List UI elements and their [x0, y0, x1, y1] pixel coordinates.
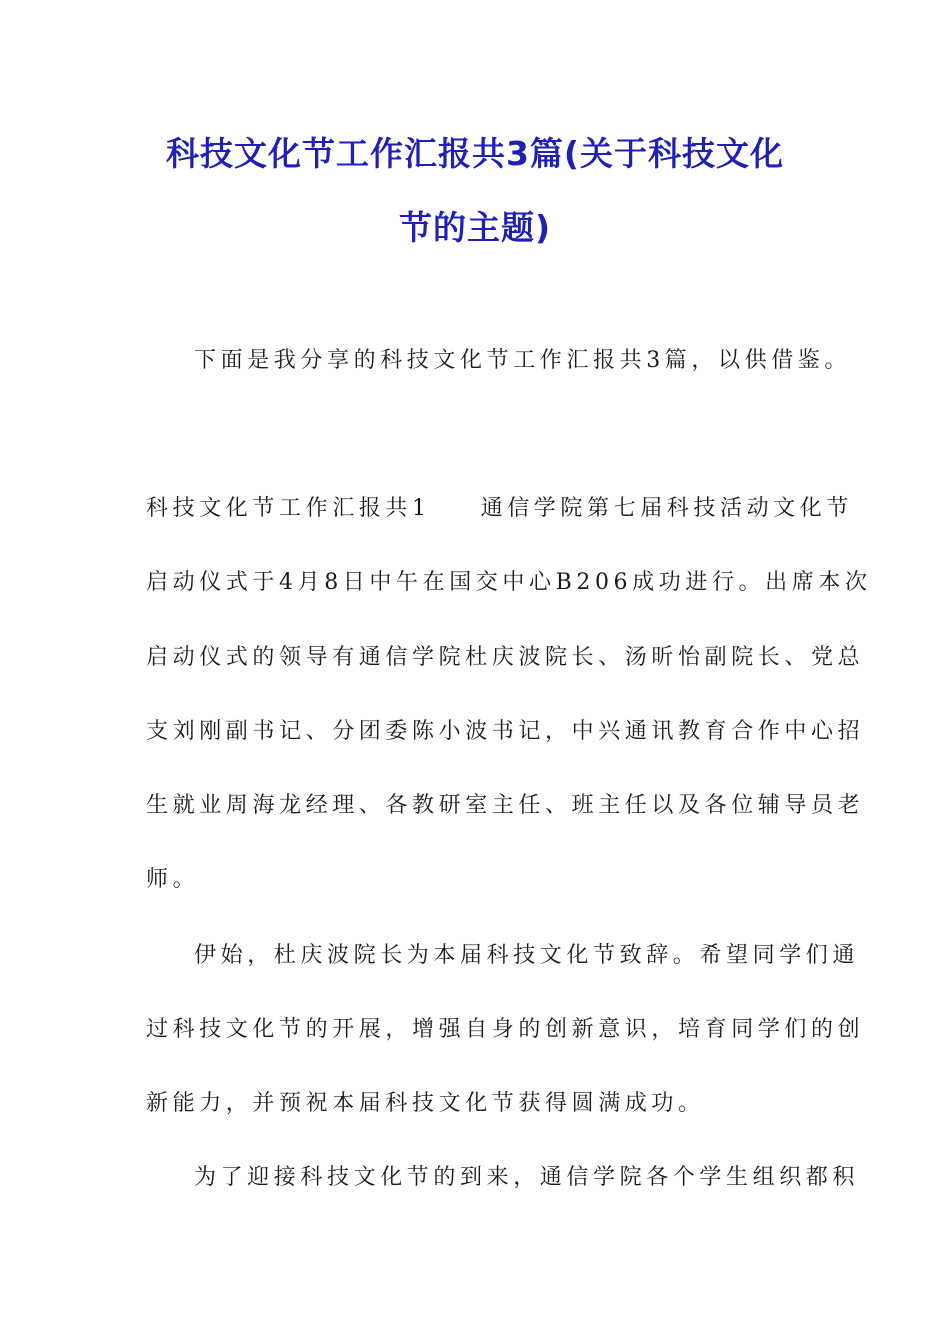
section-1-line: 师。	[146, 867, 200, 892]
paragraph-2-line: 伊始，杜庆波院长为本届科技文化节致辞。希望同学们通	[194, 943, 860, 968]
section-1-first-line	[146, 494, 854, 524]
section-1-line: 支刘刚副书记、分团委陈小波书记，中兴通讯教育合作中心招	[146, 719, 865, 744]
section-1-line: 生就业周海龙经理、各教研室主任、班主任以及各位辅导员老	[146, 793, 865, 818]
paragraph-2-line: 新能力，并预祝本届科技文化节获得圆满成功。	[146, 1091, 705, 1116]
intro-paragraph: 下面是我分享的科技文化节工作汇报共3篇，以供借鉴。	[194, 348, 851, 373]
section-1-heading: 科技文化节工作汇报共1	[146, 496, 431, 521]
paragraph-3-line: 为了迎接科技文化节的到来，通信学院各个学生组织都积	[194, 1165, 860, 1190]
paragraph-2-line: 过科技文化节的开展，增强自身的创新意识，培育同学们的创	[146, 1017, 865, 1042]
section-1-line: 启动仪式的领导有通信学院杜庆波院长、汤昕怡副院长、党总	[146, 645, 865, 670]
section-1-line: 启动仪式于4月8日中午在国交中心B206成功进行。出席本次	[146, 570, 872, 595]
document-title-line-2: 节的主题)	[398, 208, 552, 247]
section-1-line-1-text: 通信学院第七届科技活动文化节	[480, 496, 854, 521]
document-title-line-1: 科技文化节工作汇报共3篇(关于科技文化	[165, 134, 785, 173]
